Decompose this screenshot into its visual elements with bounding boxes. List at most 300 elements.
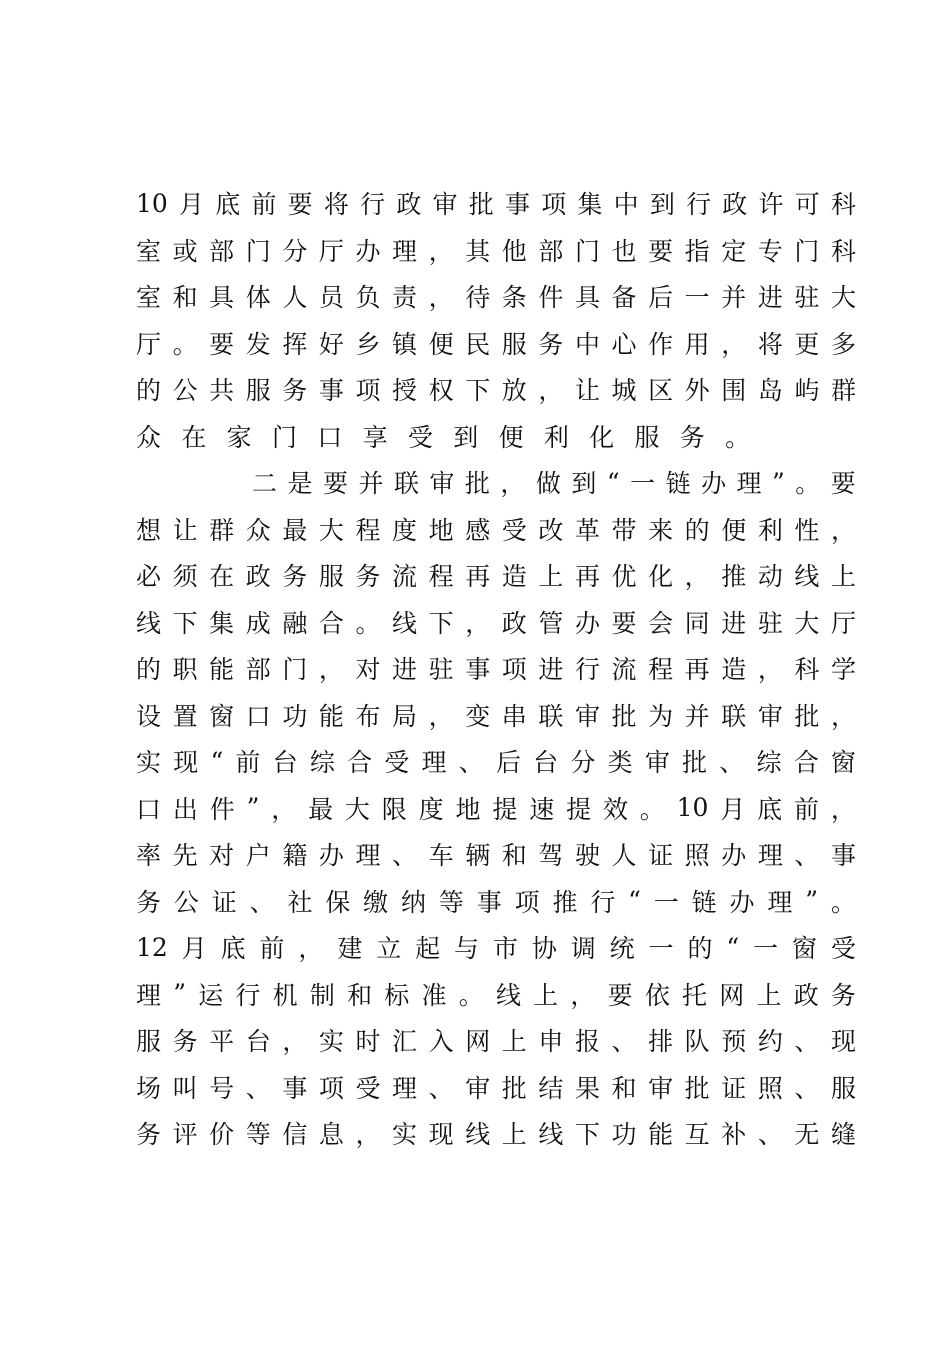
text-char: 乡	[355, 329, 381, 359]
text-char: 实	[318, 1027, 344, 1057]
text-char: 发	[245, 329, 271, 359]
text-char: ，	[318, 655, 344, 685]
text-char: 互	[684, 1120, 710, 1150]
text-char: 口	[317, 422, 343, 452]
text-char: 集	[209, 608, 235, 638]
text-char: 链	[665, 469, 691, 499]
text-char: 前	[794, 794, 820, 824]
text-char: 立	[376, 934, 402, 964]
text-char: 能	[318, 701, 344, 731]
text-char: ，	[500, 469, 526, 499]
text-line	[136, 459, 856, 506]
text-line	[136, 366, 856, 413]
text-char: 务	[538, 329, 564, 359]
text-char: 要	[648, 236, 674, 266]
text-char: 要	[607, 980, 633, 1010]
text-char: 融	[282, 608, 308, 638]
text-char: 结	[538, 1073, 564, 1103]
text-char: 大	[344, 794, 370, 824]
text-char: 区	[648, 376, 674, 406]
text-char: 可	[794, 190, 820, 220]
text-char: 理	[736, 469, 762, 499]
text-char: 批	[501, 1073, 527, 1103]
text-char: 须	[172, 562, 198, 592]
text-char: 厅	[318, 236, 344, 266]
text-char: 为	[648, 701, 674, 731]
text-char: 。	[172, 329, 198, 359]
text-char: 部	[245, 655, 271, 685]
text-char: 辆	[465, 841, 491, 871]
text-char: 便	[428, 329, 454, 359]
text-char: “	[606, 467, 620, 497]
text-char: 的	[687, 934, 713, 964]
text-char: 外	[684, 376, 710, 406]
text-char: 驻	[757, 608, 783, 638]
text-char: 运	[198, 980, 224, 1010]
text-char: 。	[639, 794, 665, 824]
text-char: 分	[570, 748, 596, 778]
text-char: 对	[209, 841, 235, 871]
text-char: 办	[729, 887, 755, 917]
text-char: 、	[719, 748, 745, 778]
text-char: 权	[428, 376, 454, 406]
text-char: 线	[538, 1120, 564, 1150]
text-char: 指	[684, 236, 710, 266]
text-char: 机	[272, 980, 298, 1010]
text-char: 众	[245, 515, 271, 545]
text-char: “	[726, 932, 740, 962]
text-char: 室	[136, 283, 162, 313]
text-char: 号	[209, 1073, 235, 1103]
text-char: 门	[245, 236, 271, 266]
text-char: 理	[767, 887, 793, 917]
text-char: 置	[172, 701, 198, 731]
text-char: 部	[538, 236, 564, 266]
text-char: 项	[514, 887, 540, 917]
text-char: 是	[287, 469, 313, 499]
text-char: 时	[355, 1027, 381, 1057]
text-char: 和	[172, 283, 198, 313]
text-char: 功	[282, 701, 308, 731]
text-char: 科	[794, 655, 820, 685]
text-char: 条	[501, 283, 527, 313]
text-char: 在	[209, 562, 235, 592]
text-char: 现	[830, 1027, 856, 1057]
text-char: 批	[468, 190, 494, 220]
text-char: 批	[611, 701, 637, 731]
text-char: 革	[574, 515, 600, 545]
text-line	[136, 924, 856, 971]
text-char: 进	[757, 283, 783, 313]
text-char: 度	[392, 515, 418, 545]
text-char: 平	[209, 1027, 235, 1057]
text-char: 同	[684, 608, 710, 638]
text-char: 项	[355, 376, 381, 406]
text-char: 下	[172, 608, 198, 638]
text-char: 串	[501, 701, 527, 731]
text-line	[136, 506, 856, 553]
text-char: 人	[282, 283, 308, 313]
text-char: 最	[282, 515, 308, 545]
text-char: 更	[794, 329, 820, 359]
text-char: 务	[282, 376, 308, 406]
text-char: 行	[686, 190, 712, 220]
text-char: 让	[574, 376, 600, 406]
text-char: 10	[136, 188, 168, 218]
text-char: 变	[465, 701, 491, 731]
text-char: 线	[136, 608, 162, 638]
text-char: 到	[649, 190, 675, 220]
text-char: 12	[136, 932, 168, 962]
text-char: 驻	[428, 655, 454, 685]
text-char: 将	[323, 190, 349, 220]
text-char: 约	[757, 1027, 783, 1057]
text-line	[136, 1064, 856, 1111]
text-char: 、	[245, 1073, 271, 1103]
text-char: 月	[181, 934, 207, 964]
text-char: 、	[392, 841, 418, 871]
text-char: 综	[756, 748, 782, 778]
text-char: 众	[136, 422, 162, 452]
text-char: 网	[465, 1027, 491, 1057]
text-char: 动	[757, 562, 783, 592]
text-char: 学	[830, 655, 856, 685]
text-char: ，	[428, 701, 454, 731]
text-char: 台	[272, 748, 298, 778]
text-char: 驻	[794, 283, 820, 313]
text-char: 政	[722, 190, 748, 220]
text-char: 责	[392, 283, 418, 313]
text-char: 门	[574, 236, 600, 266]
text-char: 推	[552, 887, 578, 917]
text-char: 设	[136, 701, 162, 731]
text-char: 合	[318, 608, 344, 638]
text-char: 底	[220, 934, 246, 964]
text-char: 能	[648, 1120, 674, 1150]
text-char: 造	[501, 562, 527, 592]
text-char: 事	[318, 376, 344, 406]
text-char: 政	[245, 562, 271, 592]
text-char: 中	[613, 190, 639, 220]
text-char: 线	[465, 1120, 491, 1150]
text-char: ，	[757, 655, 783, 685]
text-char: 服	[830, 1073, 856, 1103]
text-char: 职	[172, 655, 198, 685]
text-char: “	[628, 886, 641, 916]
text-char: 用	[684, 329, 710, 359]
text-char: 先	[172, 841, 198, 871]
text-char: 管	[538, 608, 564, 638]
text-char: 批	[684, 1073, 710, 1103]
text-char: 围	[721, 376, 747, 406]
text-char: 和	[501, 841, 527, 871]
text-char: 10	[676, 793, 709, 823]
text-char: 率	[136, 841, 162, 871]
text-char: ，	[538, 376, 564, 406]
text-char: 提	[566, 794, 592, 824]
text-char: 预	[721, 1027, 747, 1057]
text-char: 、	[794, 1027, 820, 1057]
text-char: 要	[287, 190, 313, 220]
text-line	[136, 552, 856, 599]
text-char: 对	[355, 655, 381, 685]
text-char: 进	[392, 655, 418, 685]
text-char: 、	[428, 1073, 454, 1103]
text-char: 改	[538, 515, 564, 545]
text-char: 让	[172, 515, 198, 545]
text-char: 项	[501, 655, 527, 685]
text-char: ，	[271, 794, 297, 824]
text-char: 公	[173, 887, 199, 917]
text-char: 具	[209, 283, 235, 313]
text-char: 依	[644, 980, 670, 1010]
text-char: 理	[392, 1073, 418, 1103]
text-char: 布	[355, 701, 381, 731]
text-char: 事	[465, 655, 491, 685]
text-char: 门	[271, 422, 297, 452]
text-char: 果	[574, 1073, 600, 1103]
text-char: 一	[648, 934, 674, 964]
text-char: ，	[684, 562, 710, 592]
text-char: 效	[602, 794, 628, 824]
text-char: 口	[136, 794, 162, 824]
text-char: 。	[830, 887, 856, 917]
text-char: 定	[721, 236, 747, 266]
text-char: 类	[607, 748, 633, 778]
text-char: 门	[282, 655, 308, 685]
text-char: 理	[421, 748, 447, 778]
text-char: 心	[611, 329, 637, 359]
text-char: 审	[757, 701, 783, 731]
text-char: 起	[415, 934, 441, 964]
text-char: 调	[570, 934, 596, 964]
text-char: 务	[282, 562, 308, 592]
text-char: 件	[538, 283, 564, 313]
text-char: 。	[458, 980, 484, 1010]
text-char: 流	[611, 655, 637, 685]
text-char: 保	[325, 887, 351, 917]
text-char: ，	[298, 934, 324, 964]
text-char: 下	[574, 1120, 600, 1150]
text-char: 负	[355, 283, 381, 313]
text-char: 体	[245, 283, 271, 313]
text-char: 提	[492, 794, 518, 824]
text-char: 带	[611, 515, 637, 545]
text-char: 利	[757, 515, 783, 545]
text-char: 程	[355, 515, 381, 545]
text-char: 准	[421, 980, 447, 1010]
text-char: 窗	[830, 748, 856, 778]
text-char: 实	[392, 1120, 418, 1150]
text-char: 驾	[538, 841, 564, 871]
text-char: 再	[684, 655, 710, 685]
text-char: 实	[136, 748, 162, 778]
text-char: ，	[830, 794, 856, 824]
text-char: 共	[209, 376, 235, 406]
text-char: 报	[574, 1027, 600, 1057]
text-char: 和	[611, 1073, 637, 1103]
text-char: 托	[682, 980, 708, 1010]
text-line	[136, 599, 856, 646]
text-char: 等	[438, 887, 464, 917]
text-char: 理	[136, 980, 162, 1010]
text-char: 上	[501, 1027, 527, 1057]
text-char: 其	[465, 236, 491, 266]
text-char: 前	[259, 934, 285, 964]
text-char: 进	[721, 608, 747, 638]
text-char: 在	[181, 422, 207, 452]
text-char: 城	[611, 376, 637, 406]
text-char: 无	[794, 1120, 820, 1150]
text-char: 合	[347, 748, 373, 778]
text-char: 审	[648, 1073, 674, 1103]
text-char: 大	[794, 608, 820, 638]
text-char: 现	[428, 1120, 454, 1150]
text-char: 地	[455, 794, 481, 824]
text-char: 利	[543, 422, 569, 452]
text-char: 到	[453, 422, 479, 452]
text-char: 现	[173, 748, 199, 778]
text-char: 上	[501, 1120, 527, 1150]
text-char: 会	[648, 608, 674, 638]
text-char: 分	[282, 236, 308, 266]
text-char: 化	[589, 422, 615, 452]
text-char: 理	[392, 236, 418, 266]
text-line	[136, 738, 856, 785]
text-char: 务	[172, 1027, 198, 1057]
text-char: 制	[309, 980, 335, 1010]
text-char: 地	[428, 515, 454, 545]
text-char: 程	[428, 562, 454, 592]
text-char: 挥	[282, 329, 308, 359]
text-char: 线	[794, 562, 820, 592]
text-char: 前	[235, 748, 261, 778]
text-char: ，	[428, 283, 454, 313]
text-char: 必	[136, 562, 162, 592]
text-line	[136, 1017, 856, 1064]
text-char: 便	[498, 422, 524, 452]
text-char: 大	[830, 283, 856, 313]
text-char: ”	[246, 793, 260, 823]
text-char: 缴	[363, 887, 389, 917]
text-char: 并	[721, 283, 747, 313]
body-text	[136, 180, 856, 1157]
text-char: ，	[428, 236, 454, 266]
text-char: 台	[245, 1027, 271, 1057]
text-char: 受	[501, 515, 527, 545]
text-char: 厅	[136, 329, 162, 359]
text-char: 受	[384, 748, 410, 778]
text-char: 项	[541, 190, 567, 220]
text-char: 办	[318, 841, 344, 871]
text-char: 市	[492, 934, 518, 964]
text-char: 务	[830, 980, 856, 1010]
text-char: 化	[648, 562, 674, 592]
text-char: 排	[648, 1027, 674, 1057]
text-char: ，	[570, 980, 596, 1010]
text-char: ”	[772, 467, 785, 497]
text-line	[136, 785, 856, 832]
text-char: 行	[235, 980, 261, 1010]
text-char: 入	[428, 1027, 454, 1057]
text-char: 息	[318, 1120, 344, 1150]
text-char: 大	[318, 515, 344, 545]
text-char: 驶	[574, 841, 600, 871]
text-char: 科	[830, 190, 856, 220]
text-char: 要	[611, 608, 637, 638]
text-char: 造	[721, 655, 747, 685]
text-char: 受	[407, 422, 433, 452]
text-char: 政	[501, 608, 527, 638]
text-char: ，	[830, 701, 856, 731]
text-char: 出	[172, 794, 198, 824]
text-char: 叫	[172, 1073, 198, 1103]
text-line	[136, 273, 856, 320]
text-char: 家	[226, 422, 252, 452]
text-char: 、	[458, 748, 484, 778]
text-char: 流	[392, 562, 418, 592]
text-char: 也	[611, 236, 637, 266]
text-char: 受	[355, 1073, 381, 1103]
text-char: 服	[501, 329, 527, 359]
text-char: 人	[611, 841, 637, 871]
text-char: 、	[794, 841, 820, 871]
text-char: 专	[757, 236, 783, 266]
text-char: 线	[495, 980, 521, 1010]
text-char: 能	[209, 655, 235, 685]
text-char: 室	[136, 236, 162, 266]
text-char: 的	[136, 655, 162, 685]
text-char: 户	[245, 841, 271, 871]
text-char: 受	[830, 934, 856, 964]
text-char: 、	[249, 887, 275, 917]
text-char: 作	[648, 329, 674, 359]
text-char: 局	[392, 701, 418, 731]
text-char: 度	[418, 794, 444, 824]
text-char: 将	[757, 329, 783, 359]
text-char: 窗	[209, 701, 235, 731]
text-char: 与	[454, 934, 480, 964]
text-char: ”	[173, 979, 186, 1009]
text-char: 备	[611, 283, 637, 313]
text-char: 底	[215, 190, 241, 220]
text-char: 二	[252, 469, 278, 499]
text-char: 员	[318, 283, 344, 313]
text-char: 证	[648, 841, 674, 871]
text-char: 网	[719, 980, 745, 1010]
text-char: 部	[209, 236, 235, 266]
text-char: 务	[355, 562, 381, 592]
text-char: 速	[529, 794, 555, 824]
text-line	[136, 831, 856, 878]
text-char: 下	[465, 376, 491, 406]
text-char: 审	[644, 748, 670, 778]
text-char: 上	[830, 562, 856, 592]
text-char: 。	[355, 608, 381, 638]
text-char: 上	[756, 980, 782, 1010]
text-char: 理	[757, 841, 783, 871]
text-char: 行	[574, 655, 600, 685]
text-char: 等	[245, 1120, 271, 1150]
text-char: 门	[794, 236, 820, 266]
text-char: 具	[574, 283, 600, 313]
text-char: 社	[287, 887, 313, 917]
text-char: 服	[318, 562, 344, 592]
text-line	[136, 227, 856, 274]
text-char: 综	[309, 748, 335, 778]
text-char: 审	[432, 190, 458, 220]
text-char: 事	[504, 190, 530, 220]
